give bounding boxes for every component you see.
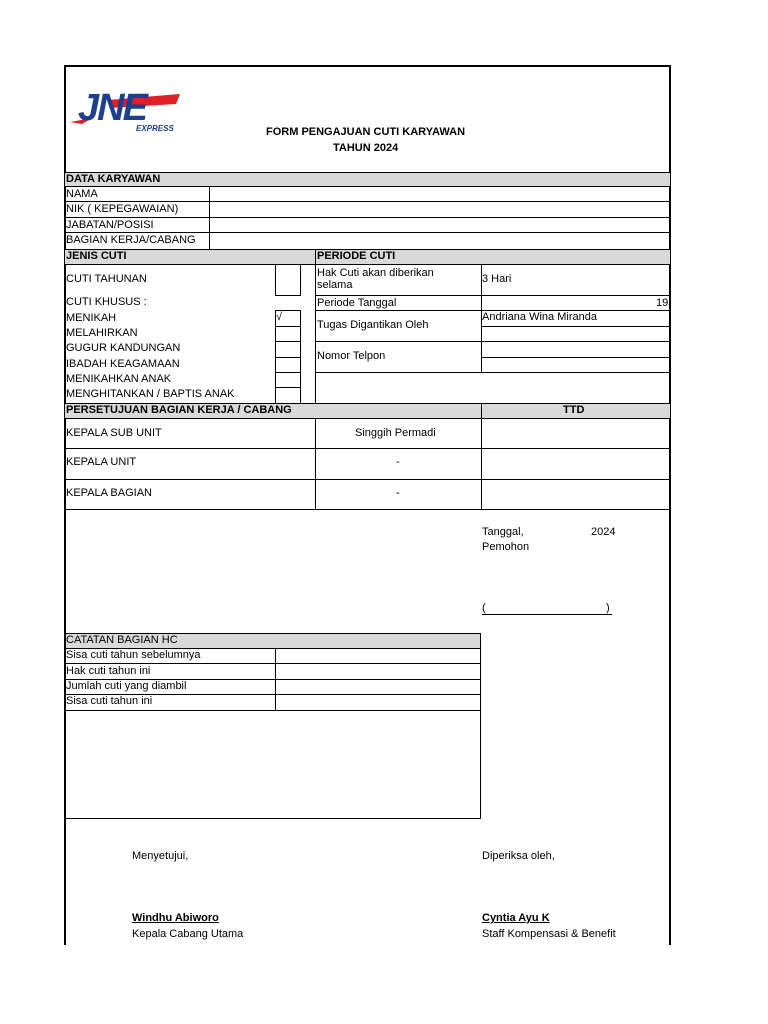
catatan-hak-cuti: Hak cuti tahun ini — [66, 665, 151, 677]
right-signer-title: Staff Kompensasi & Benefit — [482, 928, 616, 940]
pemohon-year: 2024 — [591, 526, 616, 538]
name-unit: - — [396, 456, 400, 468]
item-ibadah: IBADAH KEAGAMAAN — [66, 358, 180, 370]
field-nama: NAMA — [66, 188, 98, 200]
persetujuan-header: PERSETUJUAN BAGIAN KERJA / CABANG — [66, 404, 292, 416]
catatan-jumlah-diambil: Jumlah cuti yang diambil — [66, 680, 187, 692]
pemohon-tanggal: Tanggal, — [482, 526, 524, 538]
jne-logo — [68, 80, 183, 135]
menyetujui-label: Menyetujui, — [132, 850, 189, 862]
catatan-header: CATATAN BAGIAN HC — [66, 634, 178, 646]
periode-tanggal-value: 19 — [656, 297, 669, 309]
pemohon-label: Pemohon — [482, 541, 530, 553]
item-gugur: GUGUR KANDUNGAN — [66, 342, 181, 354]
pemohon-signature-line — [482, 614, 612, 615]
item-menghitankan: MENGHITANKAN / BAPTIS ANAK — [66, 388, 235, 400]
svg-text:EXPRESS: EXPRESS — [136, 124, 174, 133]
field-jabatan: JABATAN/POSISI — [66, 219, 154, 231]
hak-cuti-label-2: selama — [317, 279, 353, 291]
periode-cuti-header: PERIODE CUTI — [317, 250, 396, 262]
hak-cuti-label-1: Hak Cuti akan diberikan — [317, 267, 434, 279]
name-sub-unit: Singgih Permadi — [355, 427, 436, 439]
ttd-header: TTD — [563, 404, 585, 416]
left-signer-title: Kepala Cabang Utama — [132, 928, 244, 940]
jenis-cuti-header: JENIS CUTI — [66, 250, 127, 262]
field-bagian: BAGIAN KERJA/CABANG — [66, 234, 196, 246]
name-bagian: - — [396, 487, 400, 499]
form-year: TAHUN 2024 — [333, 142, 399, 154]
check-menikah[interactable]: √ — [276, 311, 283, 323]
field-nik: NIK ( KEPEGAWAIAN) — [66, 203, 179, 215]
cuti-khusus-label: CUTI KHUSUS : — [66, 296, 147, 308]
periode-tanggal-label: Periode Tanggal — [317, 297, 397, 309]
item-menikah: MENIKAH — [66, 312, 117, 324]
catatan-sisa-ini: Sisa cuti tahun ini — [66, 695, 153, 707]
telpon-label: Nomor Telpon — [317, 350, 386, 362]
diperiksa-label: Diperiksa oleh, — [482, 850, 555, 862]
tugas-label: Tugas Digantikan Oleh — [317, 319, 429, 331]
cuti-tahunan-label: CUTI TAHUNAN — [66, 273, 147, 285]
tugas-value: Andriana Wina Miranda — [482, 311, 597, 323]
pemohon-open-paren: ( — [482, 602, 486, 614]
catatan-sisa-sebelumnya: Sisa cuti tahun sebelumnya — [66, 649, 201, 661]
item-melahirkan: MELAHIRKAN — [66, 327, 138, 339]
form-title: FORM PENGAJUAN CUTI KARYAWAN — [266, 126, 466, 138]
role-sub-unit: KEPALA SUB UNIT — [66, 427, 162, 439]
role-bagian: KEPALA BAGIAN — [66, 487, 153, 499]
right-signer-name: Cyntia Ayu K — [482, 912, 550, 924]
svg-text:JNE: JNE — [78, 87, 146, 129]
role-unit: KEPALA UNIT — [66, 456, 137, 468]
left-signer-name: Windhu Abiworo — [132, 912, 219, 924]
hak-cuti-value: 3 Hari — [482, 273, 512, 285]
data-karyawan-header: DATA KARYAWAN — [66, 173, 161, 185]
pemohon-close-paren: ) — [606, 602, 610, 614]
item-menikahkan: MENIKAHKAN ANAK — [66, 373, 172, 385]
